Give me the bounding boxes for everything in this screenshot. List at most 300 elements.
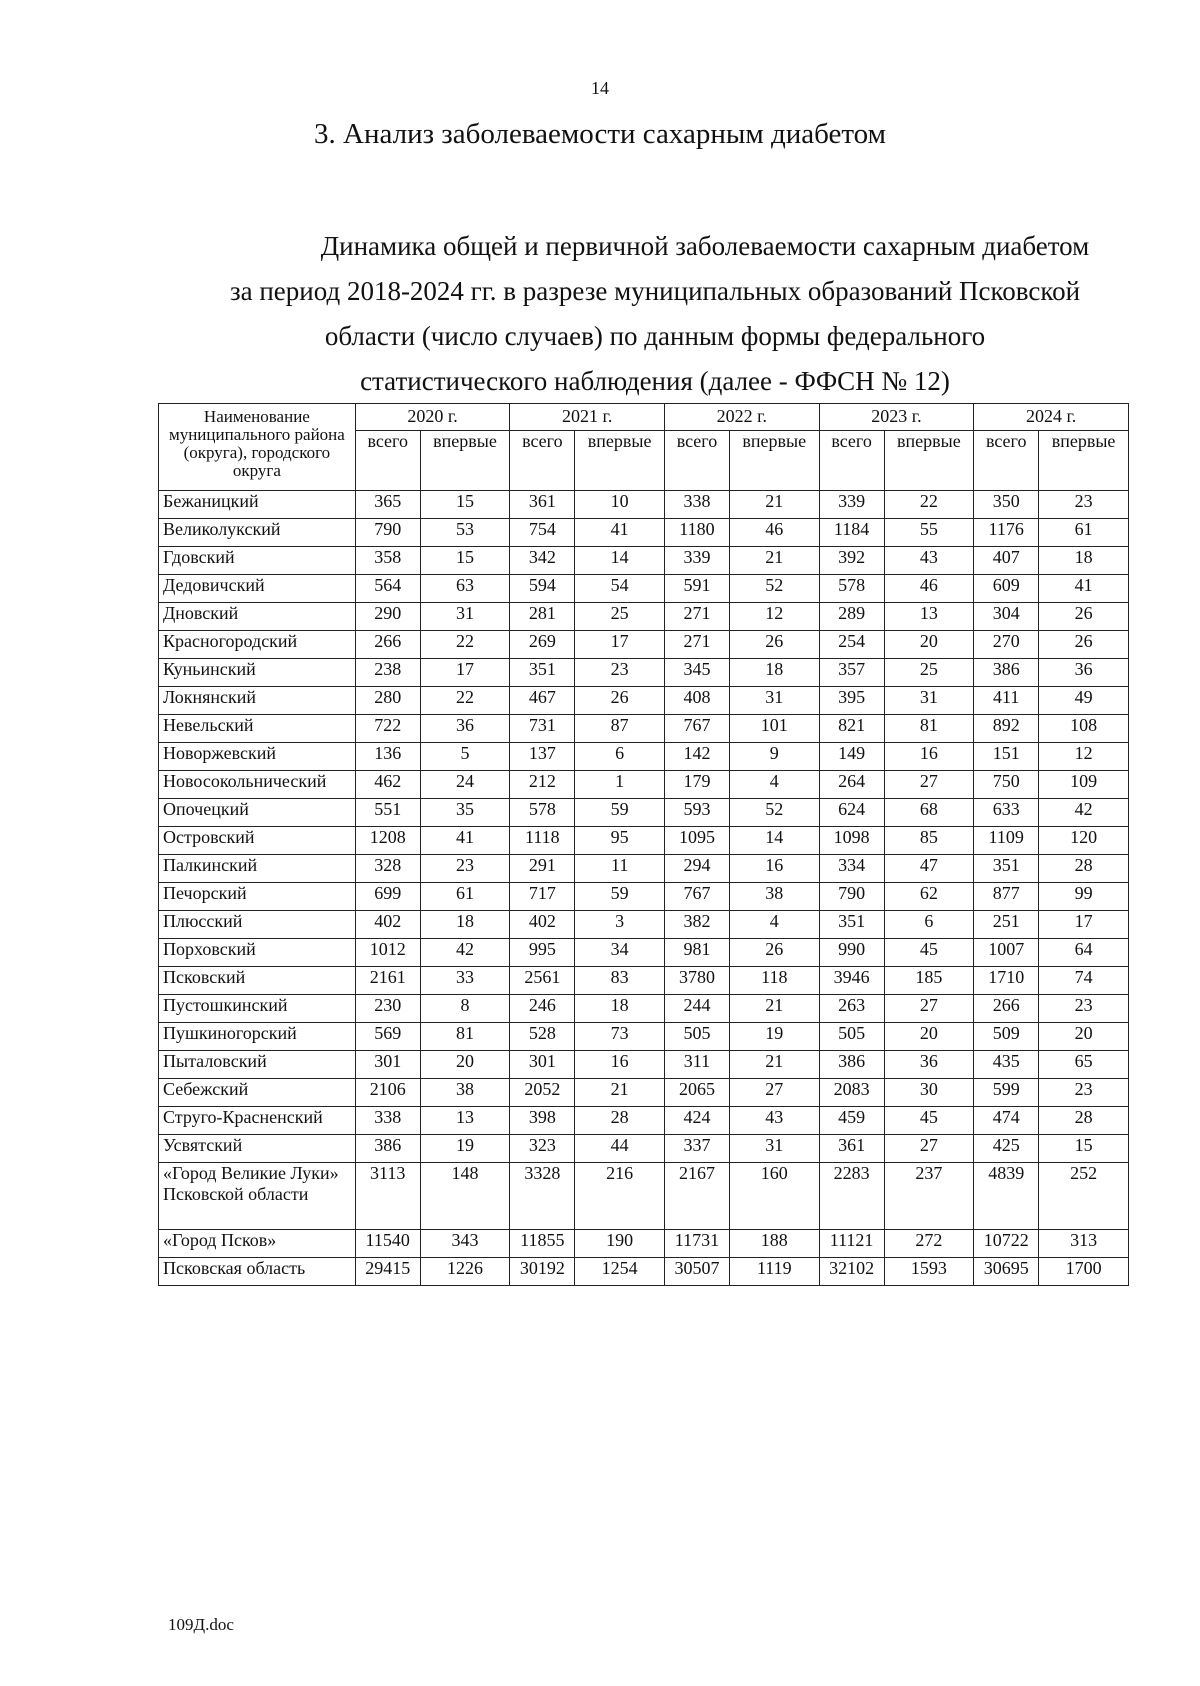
cell-first-time: 120	[1039, 827, 1129, 855]
cell-first-time: 3	[575, 911, 665, 939]
cell-total: 266	[974, 995, 1039, 1023]
cell-first-time: 45	[884, 1107, 974, 1135]
cell-total: 1180	[665, 519, 730, 547]
caption-line-1: Динамика общей и первичной заболеваемости сахарным диабетом	[320, 231, 1090, 261]
cell-total: 411	[974, 687, 1039, 715]
header-first-time: впервые	[729, 431, 819, 491]
municipality-name: Порховский	[159, 939, 356, 967]
table-row	[159, 1135, 1129, 1163]
header-municipality-name: Наименование муниципального района (округа), городского округа	[159, 404, 356, 491]
cell-first-time: 18	[575, 995, 665, 1023]
cell-total: 269	[510, 631, 575, 659]
cell-total: 149	[819, 743, 884, 771]
cell-first-time: 16	[729, 855, 819, 883]
table-row	[159, 911, 1129, 939]
cell-first-time: 28	[575, 1107, 665, 1135]
cell-first-time: 21	[729, 1051, 819, 1079]
cell-first-time: 43	[884, 547, 974, 575]
cell-first-time: 81	[884, 715, 974, 743]
cell-first-time: 38	[729, 883, 819, 911]
cell-total: 294	[665, 855, 730, 883]
cell-total: 474	[974, 1107, 1039, 1135]
cell-first-time: 64	[1039, 939, 1129, 967]
municipality-name: Новосокольнический	[159, 771, 356, 799]
cell-first-time: 87	[575, 715, 665, 743]
cell-first-time: 313	[1039, 1230, 1129, 1258]
cell-total: 593	[665, 799, 730, 827]
cell-total: 361	[510, 491, 575, 519]
table-header-years	[159, 404, 1129, 431]
cell-first-time: 27	[884, 995, 974, 1023]
cell-first-time: 61	[1039, 519, 1129, 547]
caption-line-3: области (число случаев) по данным формы федерального	[324, 321, 986, 351]
cell-total: 392	[819, 547, 884, 575]
cell-total: 280	[355, 687, 420, 715]
cell-first-time: 15	[1039, 1135, 1129, 1163]
header-year: 2022 г.	[665, 404, 820, 431]
cell-total: 264	[819, 771, 884, 799]
cell-total: 722	[355, 715, 420, 743]
table-row	[159, 799, 1129, 827]
cell-first-time: 81	[420, 1023, 510, 1051]
cell-first-time: 15	[420, 491, 510, 519]
cell-first-time: 38	[420, 1079, 510, 1107]
cell-first-time: 95	[575, 827, 665, 855]
cell-first-time: 34	[575, 939, 665, 967]
cell-total: 244	[665, 995, 730, 1023]
cell-total: 1007	[974, 939, 1039, 967]
cell-total: 136	[355, 743, 420, 771]
cell-total: 386	[974, 659, 1039, 687]
cell-first-time: 53	[420, 519, 510, 547]
cell-first-time: 74	[1039, 967, 1129, 995]
municipality-name: Пыталовский	[159, 1051, 356, 1079]
municipality-name: Гдовский	[159, 547, 356, 575]
cell-first-time: 61	[420, 883, 510, 911]
cell-total: 731	[510, 715, 575, 743]
table-row	[159, 1023, 1129, 1051]
cell-first-time: 8	[420, 995, 510, 1023]
cell-total: 594	[510, 575, 575, 603]
municipality-name: Опочецкий	[159, 799, 356, 827]
cell-first-time: 109	[1039, 771, 1129, 799]
cell-total: 304	[974, 603, 1039, 631]
table-row	[159, 883, 1129, 911]
municipality-name: Дновский	[159, 603, 356, 631]
header-total: всего	[510, 431, 575, 491]
municipality-name: Струго-Красненский	[159, 1107, 356, 1135]
cell-total: 1176	[974, 519, 1039, 547]
cell-first-time: 31	[729, 1135, 819, 1163]
cell-total: 990	[819, 939, 884, 967]
cell-first-time: 20	[884, 631, 974, 659]
cell-total: 358	[355, 547, 420, 575]
cell-total: 30507	[665, 1258, 730, 1286]
municipality-name: Псковский	[159, 967, 356, 995]
cell-first-time: 42	[1039, 799, 1129, 827]
cell-total: 345	[665, 659, 730, 687]
cell-first-time: 1119	[729, 1258, 819, 1286]
cell-total: 551	[355, 799, 420, 827]
cell-total: 2167	[665, 1163, 730, 1230]
cell-total: 395	[819, 687, 884, 715]
table-row	[159, 1163, 1129, 1230]
cell-first-time: 31	[729, 687, 819, 715]
cell-total: 892	[974, 715, 1039, 743]
cell-total: 3328	[510, 1163, 575, 1230]
cell-first-time: 188	[729, 1230, 819, 1258]
table-row	[159, 491, 1129, 519]
table-row	[159, 855, 1129, 883]
cell-total: 30192	[510, 1258, 575, 1286]
municipality-name: Палкинский	[159, 855, 356, 883]
cell-first-time: 44	[575, 1135, 665, 1163]
cell-total: 981	[665, 939, 730, 967]
cell-total: 10722	[974, 1230, 1039, 1258]
cell-total: 386	[819, 1051, 884, 1079]
cell-first-time: 10	[575, 491, 665, 519]
cell-total: 142	[665, 743, 730, 771]
cell-total: 30695	[974, 1258, 1039, 1286]
cell-first-time: 27	[884, 1135, 974, 1163]
cell-first-time: 45	[884, 939, 974, 967]
header-first-time: впервые	[575, 431, 665, 491]
cell-total: 11121	[819, 1230, 884, 1258]
table-row	[159, 967, 1129, 995]
table-row	[159, 1107, 1129, 1135]
cell-total: 2161	[355, 967, 420, 995]
table-row	[159, 1258, 1129, 1286]
cell-total: 599	[974, 1079, 1039, 1107]
cell-total: 1184	[819, 519, 884, 547]
municipality-name: Пустошкинский	[159, 995, 356, 1023]
cell-first-time: 25	[575, 603, 665, 631]
cell-first-time: 12	[1039, 743, 1129, 771]
cell-total: 238	[355, 659, 420, 687]
cell-total: 995	[510, 939, 575, 967]
cell-first-time: 272	[884, 1230, 974, 1258]
cell-total: 290	[355, 603, 420, 631]
table-row	[159, 575, 1129, 603]
cell-first-time: 4	[729, 771, 819, 799]
cell-total: 334	[819, 855, 884, 883]
cell-total: 1710	[974, 967, 1039, 995]
cell-total: 398	[510, 1107, 575, 1135]
cell-total: 29415	[355, 1258, 420, 1286]
cell-first-time: 62	[884, 883, 974, 911]
cell-first-time: 1	[575, 771, 665, 799]
cell-total: 1098	[819, 827, 884, 855]
cell-first-time: 21	[729, 547, 819, 575]
cell-total: 1012	[355, 939, 420, 967]
table-row	[159, 519, 1129, 547]
cell-first-time: 101	[729, 715, 819, 743]
cell-first-time: 30	[884, 1079, 974, 1107]
header-year: 2024 г.	[974, 404, 1129, 431]
cell-first-time: 42	[420, 939, 510, 967]
cell-total: 407	[974, 547, 1039, 575]
municipality-name: Куньинский	[159, 659, 356, 687]
cell-total: 386	[355, 1135, 420, 1163]
cell-total: 337	[665, 1135, 730, 1163]
cell-total: 11540	[355, 1230, 420, 1258]
cell-total: 578	[819, 575, 884, 603]
cell-total: 338	[355, 1107, 420, 1135]
municipality-name: Себежский	[159, 1079, 356, 1107]
cell-first-time: 28	[1039, 1107, 1129, 1135]
cell-total: 790	[819, 883, 884, 911]
table-row	[159, 603, 1129, 631]
cell-first-time: 12	[729, 603, 819, 631]
cell-first-time: 148	[420, 1163, 510, 1230]
cell-first-time: 23	[575, 659, 665, 687]
cell-total: 382	[665, 911, 730, 939]
cell-total: 328	[355, 855, 420, 883]
header-first-time: впервые	[884, 431, 974, 491]
cell-total: 361	[819, 1135, 884, 1163]
cell-total: 271	[665, 631, 730, 659]
cell-total: 291	[510, 855, 575, 883]
cell-first-time: 52	[729, 575, 819, 603]
cell-total: 402	[355, 911, 420, 939]
cell-first-time: 28	[1039, 855, 1129, 883]
cell-total: 338	[665, 491, 730, 519]
cell-first-time: 23	[420, 855, 510, 883]
cell-first-time: 6	[575, 743, 665, 771]
cell-total: 151	[974, 743, 1039, 771]
cell-first-time: 23	[1039, 1079, 1129, 1107]
cell-first-time: 20	[420, 1051, 510, 1079]
table-row	[159, 1079, 1129, 1107]
table-row	[159, 715, 1129, 743]
cell-first-time: 85	[884, 827, 974, 855]
cell-total: 230	[355, 995, 420, 1023]
municipality-name: «Город Великие Луки» Псковской области	[159, 1163, 356, 1230]
cell-total: 821	[819, 715, 884, 743]
cell-first-time: 55	[884, 519, 974, 547]
cell-first-time: 36	[420, 715, 510, 743]
cell-first-time: 23	[1039, 995, 1129, 1023]
cell-total: 569	[355, 1023, 420, 1051]
municipality-name: Плюсский	[159, 911, 356, 939]
cell-total: 339	[819, 491, 884, 519]
municipality-name: «Город Псков»	[159, 1230, 356, 1258]
cell-total: 505	[819, 1023, 884, 1051]
page-number: 14	[591, 78, 609, 98]
cell-first-time: 118	[729, 967, 819, 995]
cell-total: 289	[819, 603, 884, 631]
cell-total: 270	[974, 631, 1039, 659]
cell-first-time: 31	[420, 603, 510, 631]
cell-total: 2083	[819, 1079, 884, 1107]
cell-total: 462	[355, 771, 420, 799]
cell-first-time: 108	[1039, 715, 1129, 743]
cell-first-time: 190	[575, 1230, 665, 1258]
cell-total: 11855	[510, 1230, 575, 1258]
cell-first-time: 52	[729, 799, 819, 827]
cell-total: 1095	[665, 827, 730, 855]
cell-first-time: 46	[729, 519, 819, 547]
cell-total: 633	[974, 799, 1039, 827]
table-row	[159, 547, 1129, 575]
cell-first-time: 43	[729, 1107, 819, 1135]
cell-first-time: 18	[729, 659, 819, 687]
cell-total: 505	[665, 1023, 730, 1051]
cell-total: 591	[665, 575, 730, 603]
cell-total: 246	[510, 995, 575, 1023]
cell-total: 3780	[665, 967, 730, 995]
cell-total: 271	[665, 603, 730, 631]
cell-total: 699	[355, 883, 420, 911]
cell-first-time: 36	[1039, 659, 1129, 687]
cell-first-time: 15	[420, 547, 510, 575]
cell-first-time: 20	[1039, 1023, 1129, 1051]
table-row	[159, 743, 1129, 771]
cell-total: 4839	[974, 1163, 1039, 1230]
header-total: всего	[974, 431, 1039, 491]
cell-first-time: 41	[575, 519, 665, 547]
cell-first-time: 22	[420, 687, 510, 715]
table-body	[159, 491, 1129, 1286]
cell-first-time: 13	[420, 1107, 510, 1135]
diabetes-incidence-table	[158, 403, 1129, 1286]
cell-first-time: 47	[884, 855, 974, 883]
cell-first-time: 46	[884, 575, 974, 603]
cell-first-time: 252	[1039, 1163, 1129, 1230]
cell-first-time: 1226	[420, 1258, 510, 1286]
cell-first-time: 1700	[1039, 1258, 1129, 1286]
cell-first-time: 26	[1039, 603, 1129, 631]
cell-first-time: 99	[1039, 883, 1129, 911]
cell-total: 254	[819, 631, 884, 659]
cell-total: 425	[974, 1135, 1039, 1163]
cell-total: 509	[974, 1023, 1039, 1051]
municipality-name: Псковская область	[159, 1258, 356, 1286]
table-row	[159, 659, 1129, 687]
header-total: всего	[819, 431, 884, 491]
cell-first-time: 26	[575, 687, 665, 715]
cell-first-time: 343	[420, 1230, 510, 1258]
cell-total: 467	[510, 687, 575, 715]
cell-total: 750	[974, 771, 1039, 799]
cell-first-time: 83	[575, 967, 665, 995]
cell-first-time: 16	[884, 743, 974, 771]
cell-total: 266	[355, 631, 420, 659]
municipality-name: Локнянский	[159, 687, 356, 715]
table-row	[159, 771, 1129, 799]
municipality-name: Невельский	[159, 715, 356, 743]
cell-first-time: 49	[1039, 687, 1129, 715]
cell-first-time: 19	[420, 1135, 510, 1163]
header-first-time: впервые	[420, 431, 510, 491]
cell-first-time: 36	[884, 1051, 974, 1079]
cell-total: 2561	[510, 967, 575, 995]
table-row	[159, 939, 1129, 967]
cell-first-time: 26	[729, 939, 819, 967]
cell-first-time: 185	[884, 967, 974, 995]
cell-total: 179	[665, 771, 730, 799]
cell-total: 137	[510, 743, 575, 771]
cell-total: 357	[819, 659, 884, 687]
cell-total: 609	[974, 575, 1039, 603]
municipality-name: Островский	[159, 827, 356, 855]
cell-total: 528	[510, 1023, 575, 1051]
municipality-name: Печорский	[159, 883, 356, 911]
cell-total: 3113	[355, 1163, 420, 1230]
cell-total: 564	[355, 575, 420, 603]
cell-first-time: 18	[1039, 547, 1129, 575]
cell-first-time: 31	[884, 687, 974, 715]
cell-first-time: 22	[420, 631, 510, 659]
municipality-name: Дедовичский	[159, 575, 356, 603]
header-year: 2020 г.	[355, 404, 510, 431]
cell-first-time: 59	[575, 799, 665, 827]
cell-first-time: 63	[420, 575, 510, 603]
cell-first-time: 54	[575, 575, 665, 603]
table-row	[159, 1230, 1129, 1258]
cell-total: 2052	[510, 1079, 575, 1107]
cell-total: 1109	[974, 827, 1039, 855]
cell-total: 578	[510, 799, 575, 827]
cell-first-time: 17	[1039, 911, 1129, 939]
cell-total: 32102	[819, 1258, 884, 1286]
cell-total: 435	[974, 1051, 1039, 1079]
cell-first-time: 33	[420, 967, 510, 995]
municipality-name: Усвятский	[159, 1135, 356, 1163]
header-year: 2021 г.	[510, 404, 665, 431]
cell-first-time: 13	[884, 603, 974, 631]
cell-first-time: 17	[420, 659, 510, 687]
table-caption	[160, 224, 1150, 404]
cell-first-time: 6	[884, 911, 974, 939]
cell-first-time: 5	[420, 743, 510, 771]
header-total: всего	[355, 431, 420, 491]
cell-first-time: 21	[729, 995, 819, 1023]
cell-first-time: 65	[1039, 1051, 1129, 1079]
cell-total: 767	[665, 883, 730, 911]
table-row	[159, 827, 1129, 855]
cell-total: 2065	[665, 1079, 730, 1107]
municipality-name: Новоржевский	[159, 743, 356, 771]
table-row	[159, 631, 1129, 659]
cell-first-time: 73	[575, 1023, 665, 1051]
cell-total: 754	[510, 519, 575, 547]
cell-total: 350	[974, 491, 1039, 519]
cell-first-time: 4	[729, 911, 819, 939]
cell-total: 263	[819, 995, 884, 1023]
caption-line-4: статистического наблюдения (далее - ФФСН № 12)	[360, 366, 950, 396]
header-total: всего	[665, 431, 730, 491]
table-row	[159, 687, 1129, 715]
cell-total: 767	[665, 715, 730, 743]
cell-first-time: 27	[729, 1079, 819, 1107]
cell-total: 424	[665, 1107, 730, 1135]
cell-total: 11731	[665, 1230, 730, 1258]
cell-total: 251	[974, 911, 1039, 939]
table-row	[159, 995, 1129, 1023]
caption-line-2: за период 2018-2024 гг. в разрезе муниципальных образований Псковской	[229, 276, 1081, 306]
cell-first-time: 14	[575, 547, 665, 575]
cell-total: 3946	[819, 967, 884, 995]
cell-total: 281	[510, 603, 575, 631]
cell-total: 351	[819, 911, 884, 939]
cell-total: 351	[510, 659, 575, 687]
cell-total: 408	[665, 687, 730, 715]
cell-first-time: 26	[1039, 631, 1129, 659]
cell-first-time: 41	[420, 827, 510, 855]
cell-first-time: 26	[729, 631, 819, 659]
cell-first-time: 17	[575, 631, 665, 659]
